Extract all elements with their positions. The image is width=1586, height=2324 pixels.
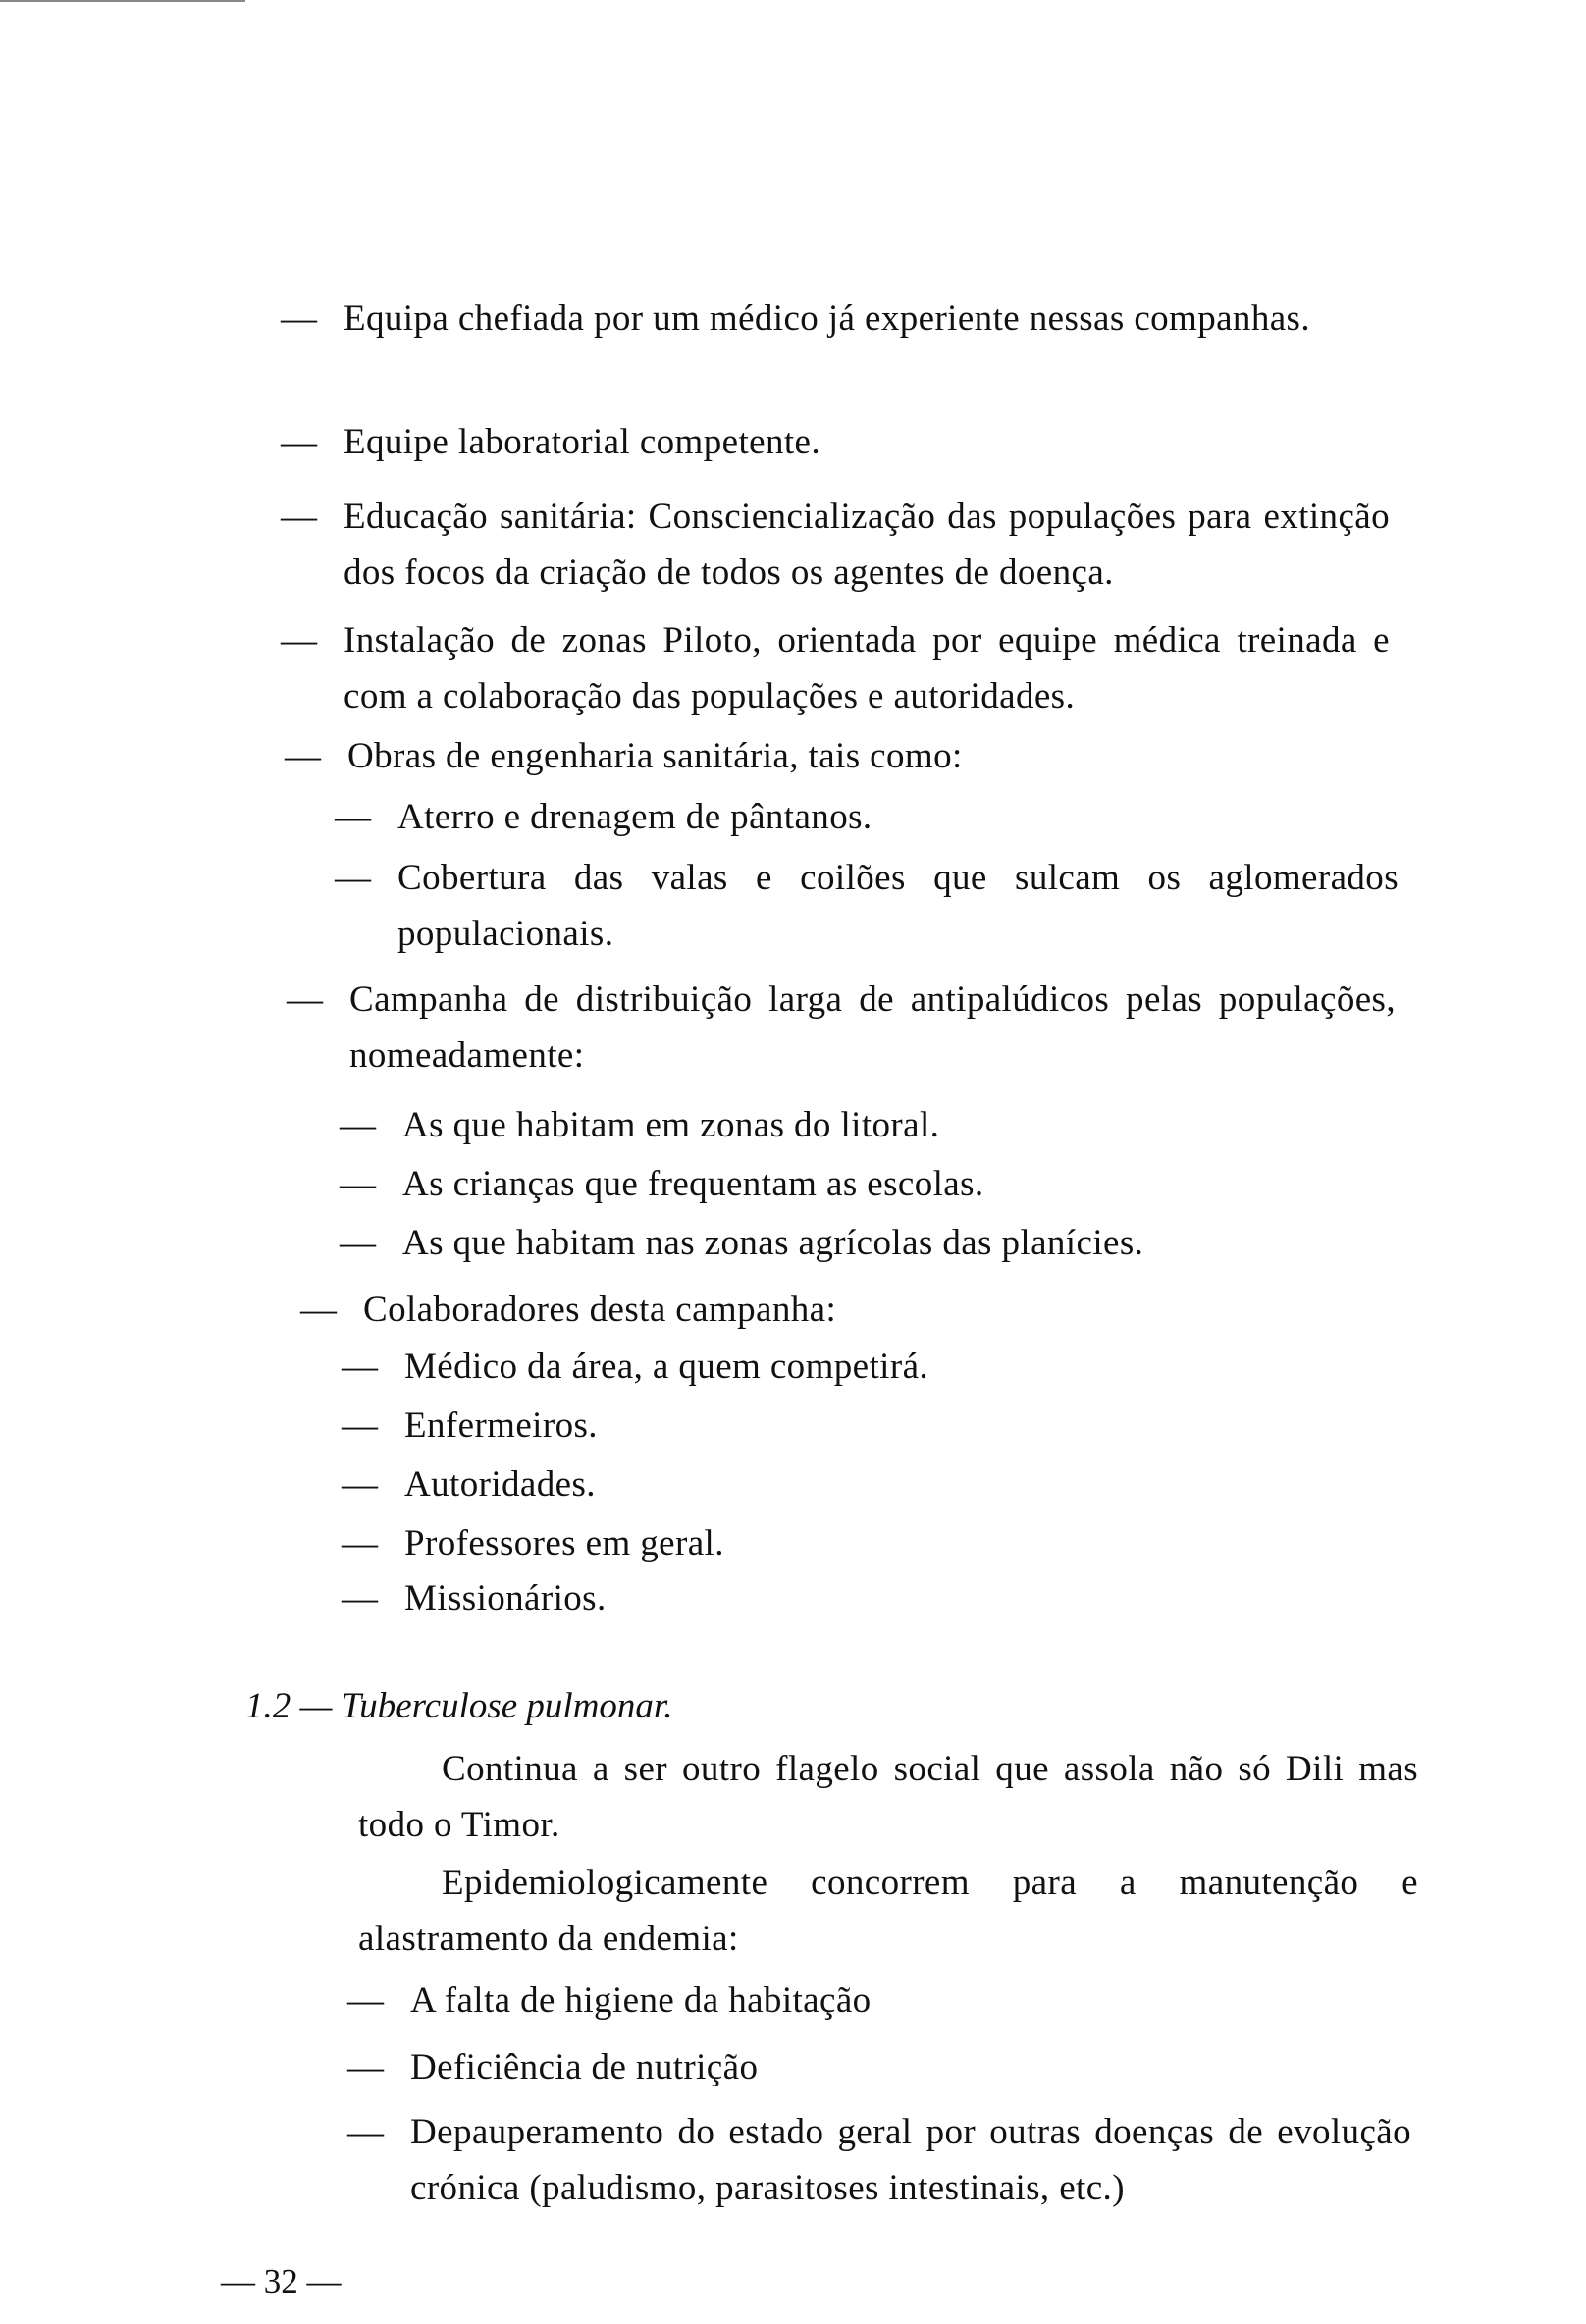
section-title: Tuberculose pulmonar.	[341, 1686, 673, 1726]
list-item-text: Professores em geral.	[404, 1523, 724, 1563]
list-dash: —	[287, 979, 324, 1020]
list-subitem	[342, 1456, 1405, 1512]
list-dash: —	[342, 1578, 379, 1618]
list-dash: —	[340, 1223, 377, 1263]
list-dash: —	[347, 1981, 385, 2021]
list-dash: —	[335, 797, 372, 837]
list-item-text: Equipe laboratorial competente.	[344, 422, 821, 462]
list-dash: —	[285, 736, 322, 776]
list-item-text: As que habitam nas zonas agrícolas das planícies.	[402, 1223, 1144, 1263]
list-item-text: Missionários.	[404, 1578, 607, 1618]
list-dash: —	[281, 620, 318, 660]
list-item	[347, 2039, 1411, 2095]
list-item-text: Instalação de zonas Piloto, orientada por equipe médica treinada e com a colaboração das populações e autoridades.	[344, 620, 1390, 716]
list-subitem	[342, 1339, 1405, 1395]
list-dash: —	[342, 1347, 379, 1387]
list-item-text: Deficiência de nutrição	[410, 2047, 759, 2087]
page-number: — 32 —	[221, 2262, 342, 2300]
list-item-text: As crianças que frequentam as escolas.	[402, 1164, 984, 1204]
list-subitem	[340, 1097, 1403, 1153]
list-item	[281, 489, 1390, 601]
list-subitem	[342, 1570, 1405, 1626]
list-item	[285, 728, 1394, 784]
list-subitem	[335, 850, 1399, 962]
list-item	[281, 290, 1390, 346]
list-item-text: Autoridades.	[404, 1464, 596, 1505]
list-dash: —	[342, 1405, 379, 1446]
list-subitem	[342, 1515, 1405, 1571]
list-item-text: Enfermeiros.	[404, 1405, 598, 1446]
list-dash: —	[281, 298, 318, 339]
list-item-text: Médico da área, a quem competirá.	[404, 1347, 929, 1387]
body-paragraph: Epidemiologicamente concorrem para a manutenção e alastramento da endemia:	[358, 1863, 1418, 1959]
list-item-text: Campanha de distribuição larga de antipalúdicos pelas populações, nomeadamente:	[349, 979, 1396, 1076]
list-item-text: Equipa chefiada por um médico já experiente nessas companhas.	[344, 298, 1311, 339]
list-item	[287, 972, 1396, 1083]
list-item-text: Aterro e drenagem de pântanos.	[397, 797, 872, 837]
list-item	[347, 2104, 1411, 2216]
list-dash: —	[342, 1464, 379, 1505]
list-item-text: A falta de higiene da habitação	[410, 1981, 872, 2021]
list-subitem	[335, 789, 1399, 845]
list-item-text: Depauperamento do estado geral por outras doenças de evolução crónica (paludismo, parasitoses intestinais, etc.)	[410, 2112, 1411, 2208]
list-dash: —	[347, 2112, 385, 2152]
list-item-text: Obras de engenharia sanitária, tais como:	[347, 736, 963, 776]
list-dash: —	[300, 1290, 338, 1330]
list-subitem	[340, 1215, 1403, 1271]
list-dash: —	[340, 1105, 377, 1145]
section-number: 1.2 —	[245, 1686, 333, 1726]
list-item-text: Colaboradores desta campanha:	[363, 1290, 837, 1330]
list-dash: —	[347, 2047, 385, 2087]
scan-edge-rule	[0, 0, 245, 2]
list-dash: —	[340, 1164, 377, 1204]
list-subitem	[340, 1156, 1403, 1212]
list-dash: —	[342, 1523, 379, 1563]
list-item	[281, 612, 1390, 724]
list-item	[300, 1282, 1394, 1338]
list-subitem	[342, 1398, 1405, 1453]
body-paragraph: Continua a ser outro flagelo social que assola não só Dili mas todo o Timor.	[358, 1749, 1418, 1845]
section-heading	[245, 1678, 672, 1734]
list-item-text: Educação sanitária: Consciencialização das populações para extinção dos focos da criação de todos os agentes de doença.	[344, 497, 1390, 593]
list-dash: —	[281, 497, 318, 537]
list-dash: —	[335, 858, 372, 898]
list-item	[347, 1973, 1411, 2029]
list-item-text: As que habitam em zonas do litoral.	[402, 1105, 940, 1145]
list-item-text: Cobertura das valas e coilões que sulcam os aglomerados populacionais.	[397, 858, 1399, 954]
list-item	[281, 414, 1390, 470]
list-dash: —	[281, 422, 318, 462]
